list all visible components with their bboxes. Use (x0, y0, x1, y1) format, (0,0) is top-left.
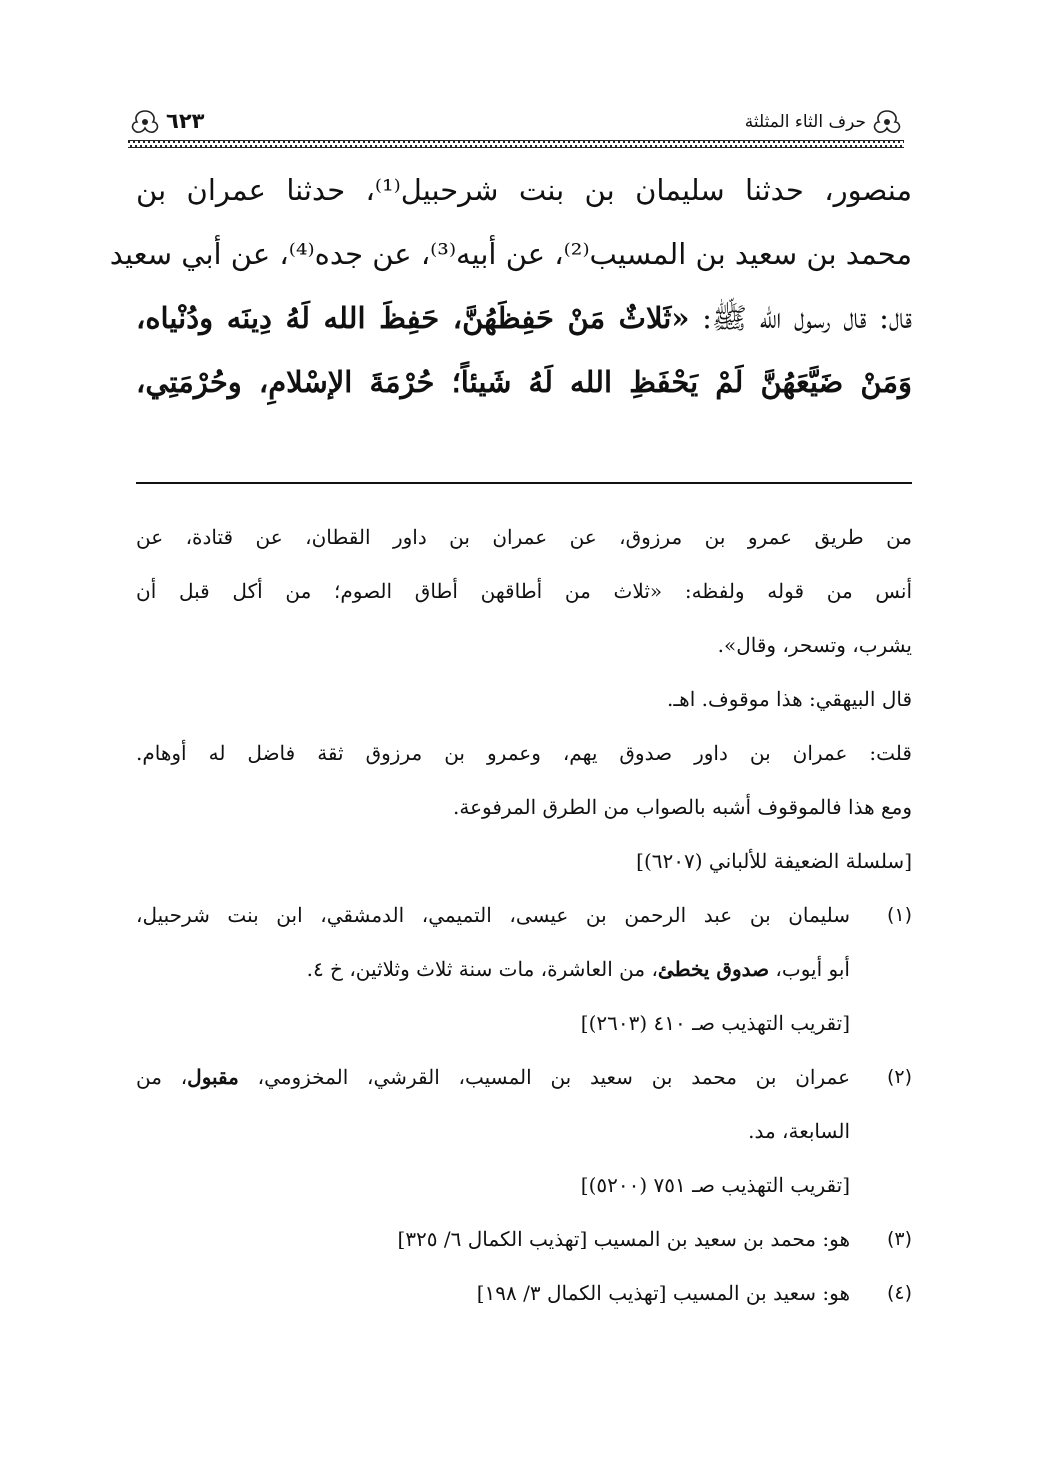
footnote-continuation (136, 510, 912, 888)
footnote-line: من طريق عمرو بن مرزوق، عن عمران بن داور القطان، عن قتادة، عن (136, 525, 912, 549)
grading-text: صدوق يخطئ (657, 957, 770, 981)
footnote-line: هو: محمد بن سعيد بن المسيب [تهذيب الكمال ٦/ ٣٢٥] (397, 1227, 850, 1251)
footnote-item (136, 1050, 912, 1212)
footnote-citation: [تقريب التهذيب صـ ٤١٠ (٢٦٠٣)] (580, 1011, 850, 1035)
footnote-item (136, 1266, 912, 1320)
main-line: منصور، حدثنا سليمان بن بنت شرحبيل⁽¹⁾، حدثنا عمران بن (136, 173, 912, 207)
footnote-item (136, 888, 912, 1050)
hadith-text: وَمَنْ ضَيَّعَهُنَّ لَمْ يَحْفَظِ الله لَهُ شَيئاً؛ حُرْمَةَ الإسْلامِ، وحُرْمَتِي، (136, 365, 912, 399)
header-rule (128, 140, 904, 148)
footnote-line: قلت: عمران بن داور صدوق يهم، وعمرو بن مرزوق ثقة فاضل له أوهام. (136, 741, 912, 765)
footnote-text: ، من (136, 1065, 188, 1089)
footnote-line: سليمان بن عبد الرحمن بن عيسى، التميمي، الدمشقي، ابن بنت شرحبيل، (136, 903, 850, 927)
footnote-number: (٢) (886, 1066, 912, 1088)
page-number: ٦٢٣ (166, 109, 205, 133)
footnote-line: هو: سعيد بن المسيب [تهذيب الكمال ٣/ ١٩٨] (476, 1281, 850, 1305)
footnote-citation: [تقريب التهذيب صـ ٧٥١ (٥٢٠٠)] (580, 1173, 850, 1197)
footnote-line: ومع هذا فالموقوف أشبه بالصواب من الطرق المرفوعة. (453, 795, 912, 819)
footnote-line: قال البيهقي: هذا موقوف. اهـ. (666, 687, 912, 711)
footnote-text: أبو أيوب، (769, 957, 850, 981)
footnote-line (136, 942, 850, 996)
main-text (109, 158, 912, 414)
footnote-line: أنس من قوله ولفظه: «ثلاث من أطاقهن أطاق الصوم؛ من أكل قبل أن (136, 579, 912, 603)
chapter-title: حرف الثاء المثلثة (744, 112, 866, 132)
footnote-number: (١) (886, 904, 912, 926)
grading-text: مقبول (187, 1065, 239, 1089)
footnote-item (136, 1212, 912, 1266)
main-line-prefix: قال: قال رسول الله ﷺ: (689, 301, 912, 335)
ornament-icon (128, 108, 162, 138)
footnote-text: ، من العاشرة، مات سنة ثلاث وثلاثين، خ ٤. (306, 957, 658, 981)
main-line (136, 286, 912, 350)
footnote-line: السابعة، مد. (748, 1119, 850, 1143)
footnote-number: (٤) (886, 1282, 912, 1304)
footnote-number: (٣) (886, 1228, 912, 1250)
main-line: محمد بن سعيد بن المسيب⁽²⁾، عن أبيه⁽³⁾، عن جده⁽⁴⁾، عن أبي سعيد (109, 237, 912, 271)
ornament-icon (870, 108, 904, 138)
footnote-separator (136, 482, 912, 484)
footnote-citation: [سلسلة الضعيفة للألباني (٦٢٠٧)] (636, 849, 912, 873)
hadith-text: «ثَلاثٌ مَنْ حَفِظَهُنَّ، حَفِظَ الله لَهُ دِينَه ودُنْياه، (136, 301, 690, 335)
footnote-line: يشرب، وتسحر، وقال». (717, 633, 912, 657)
footnotes (136, 510, 912, 1320)
footnote-line (136, 1050, 850, 1104)
footnote-text: عمران بن محمد بن سعيد بن المسيب، القرشي، المخزومي، (238, 1065, 851, 1089)
running-header (128, 108, 904, 148)
